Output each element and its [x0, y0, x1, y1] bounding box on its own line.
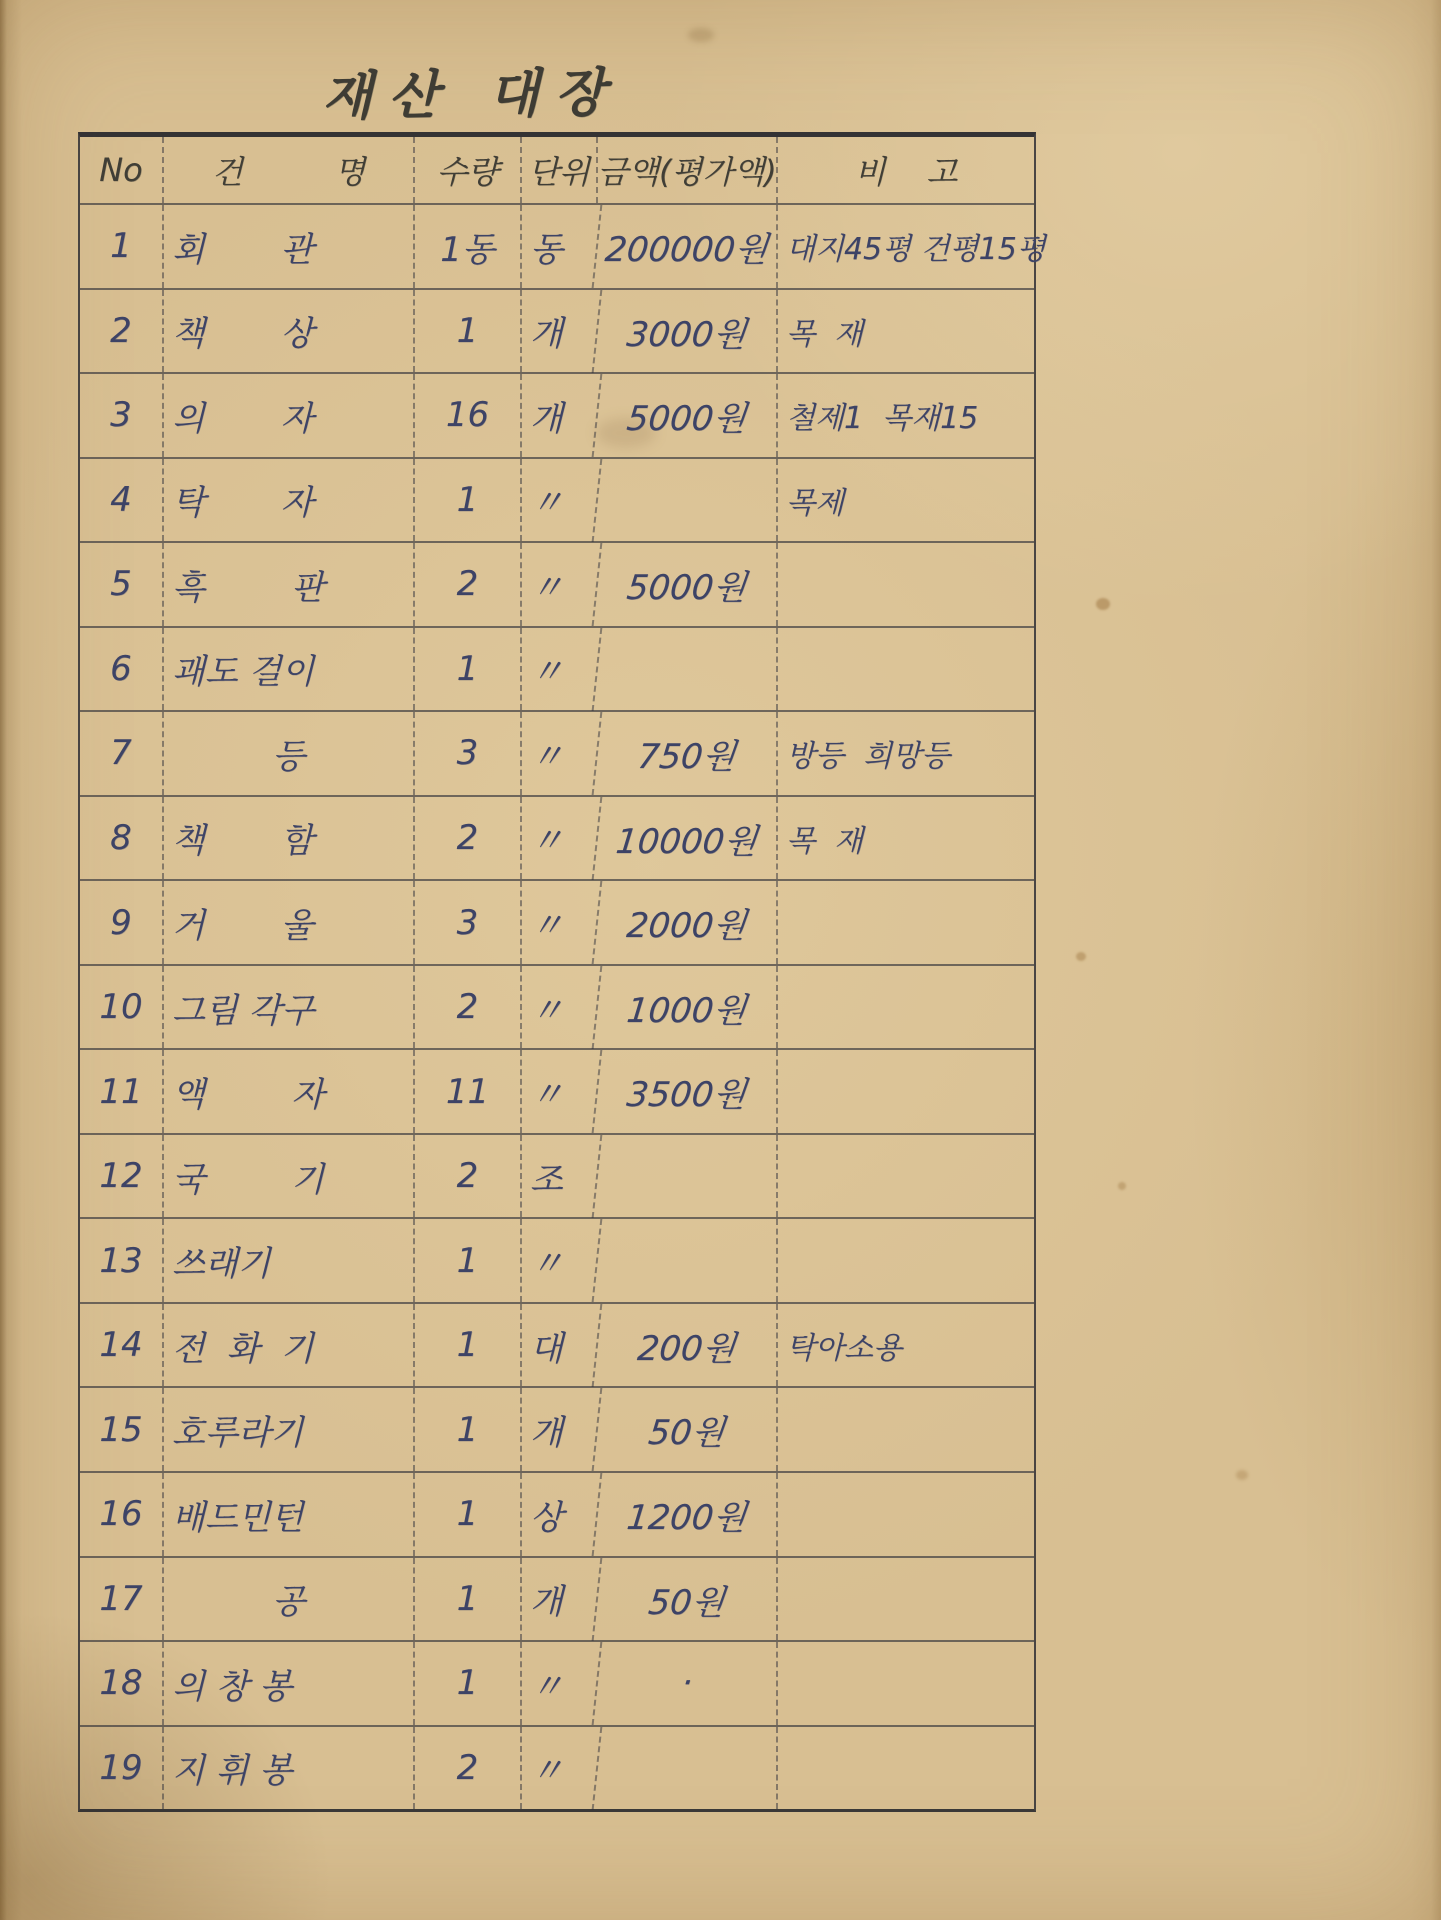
- item-remarks: 목 재: [776, 290, 1034, 373]
- item-remarks: 방등 희망등: [776, 712, 1034, 795]
- row-number: 16: [99, 1494, 143, 1535]
- item-quantity: 1: [413, 1388, 520, 1471]
- item-quantity: 1: [413, 1219, 520, 1302]
- row-number: 3: [110, 395, 132, 436]
- ledger-table: [78, 132, 1046, 1812]
- item-remarks: 철제1 목재15: [776, 374, 1034, 457]
- item-quantity: 2: [413, 543, 520, 626]
- item-quantity: 11: [413, 1050, 520, 1133]
- item-remarks: [776, 1135, 1034, 1218]
- paper-stain: [688, 28, 714, 42]
- item-quantity: 2: [413, 1135, 520, 1218]
- header-amount: 금액(평가액): [596, 137, 776, 203]
- item-remarks: 탁아소용: [776, 1304, 1034, 1387]
- item-amount: ·: [592, 1642, 781, 1725]
- table-row: [80, 964, 1034, 1049]
- item-name: 국 기: [162, 1135, 413, 1218]
- item-name: 그림 각구: [162, 966, 413, 1049]
- row-number: 2: [110, 310, 132, 351]
- item-remarks: [776, 1558, 1034, 1641]
- item-quantity: 1: [413, 290, 520, 373]
- table-row: [80, 1725, 1034, 1810]
- paper-stain: [1236, 1470, 1248, 1480]
- item-name: 의 자: [162, 374, 413, 457]
- row-number: 17: [99, 1578, 143, 1619]
- item-remarks: [776, 1050, 1034, 1133]
- item-name: 탁 자: [162, 459, 413, 542]
- item-amount: [592, 628, 781, 711]
- item-unit: 〃: [520, 459, 596, 542]
- item-unit: 〃: [520, 797, 596, 880]
- item-quantity: 1: [413, 1642, 520, 1725]
- row-number: 19: [99, 1747, 143, 1788]
- item-quantity: 1: [413, 1304, 520, 1387]
- item-name: 쓰래기: [162, 1219, 413, 1302]
- item-quantity: 3: [413, 712, 520, 795]
- row-number: 11: [99, 1071, 143, 1112]
- table-row: [80, 1217, 1034, 1302]
- table-row: [80, 1640, 1034, 1725]
- table-row: [80, 626, 1034, 711]
- item-amount: 1200원: [592, 1473, 781, 1556]
- item-remarks: 대지45평 건평15평: [776, 205, 1034, 288]
- row-number: 9: [110, 902, 132, 943]
- item-remarks: [776, 1642, 1034, 1725]
- item-amount: 750원: [592, 712, 781, 795]
- item-name: 회 관: [162, 205, 413, 288]
- row-number: 12: [99, 1156, 143, 1197]
- item-remarks: [776, 628, 1034, 711]
- item-amount: [592, 459, 781, 542]
- item-amount: [592, 1135, 781, 1218]
- item-name: 흑 판: [162, 543, 413, 626]
- table-header-row: [80, 137, 1034, 203]
- item-quantity: 1: [413, 459, 520, 542]
- table-row: [80, 795, 1034, 880]
- item-remarks: [776, 1727, 1034, 1810]
- table-row: [80, 541, 1034, 626]
- item-unit: 개: [520, 374, 596, 457]
- paper-stain: [1096, 598, 1110, 610]
- item-quantity: 16: [413, 374, 520, 457]
- item-quantity: 1: [413, 628, 520, 711]
- item-unit: 동: [520, 205, 596, 288]
- item-unit: 개: [520, 1558, 596, 1641]
- row-number: 8: [110, 817, 132, 858]
- item-unit: 〃: [520, 1642, 596, 1725]
- table-row: [80, 879, 1034, 964]
- table-row: [80, 457, 1034, 542]
- item-remarks: 목제: [776, 459, 1034, 542]
- item-quantity: 2: [413, 966, 520, 1049]
- item-unit: 〃: [520, 1727, 596, 1810]
- row-number: 5: [110, 564, 132, 605]
- row-number: 7: [110, 733, 132, 774]
- item-remarks: [776, 543, 1034, 626]
- item-unit: 〃: [520, 1219, 596, 1302]
- row-number: 10: [99, 987, 143, 1028]
- row-number: 1: [110, 226, 132, 267]
- item-unit: 개: [520, 1388, 596, 1471]
- item-unit: 〃: [520, 712, 596, 795]
- item-amount: [592, 1219, 781, 1302]
- item-quantity: 1: [413, 1558, 520, 1641]
- item-amount: 200원: [592, 1304, 781, 1387]
- row-number: 18: [99, 1663, 143, 1704]
- item-quantity: 3: [413, 881, 520, 964]
- row-number: 4: [110, 479, 132, 520]
- item-remarks: [776, 1388, 1034, 1471]
- paper-stain: [1076, 952, 1086, 961]
- item-name: 의 창 봉: [162, 1642, 413, 1725]
- item-unit: 〃: [520, 881, 596, 964]
- item-unit: 〃: [520, 966, 596, 1049]
- item-amount: 2000원: [592, 881, 781, 964]
- table-row: [80, 1556, 1034, 1641]
- table-row: [80, 710, 1034, 795]
- item-amount: 3500원: [592, 1050, 781, 1133]
- header-remarks: 비 고: [776, 137, 1034, 203]
- item-amount: 10000원: [592, 797, 781, 880]
- item-name: 등: [162, 712, 413, 795]
- table-row: [80, 1302, 1034, 1387]
- page-title: 재산 대장: [321, 63, 622, 128]
- item-name: 액 자: [162, 1050, 413, 1133]
- header-name: 건 명: [162, 137, 413, 203]
- item-quantity: 1: [413, 1473, 520, 1556]
- item-amount: 50원: [592, 1558, 781, 1641]
- item-name: 공: [162, 1558, 413, 1641]
- item-amount: 5000원: [592, 543, 781, 626]
- item-quantity: 1동: [413, 205, 520, 288]
- row-number: 6: [110, 648, 132, 689]
- item-remarks: [776, 966, 1034, 1049]
- item-amount: 1000원: [592, 966, 781, 1049]
- item-remarks: 목 재: [776, 797, 1034, 880]
- item-name: 책 상: [162, 290, 413, 373]
- row-number: 14: [99, 1325, 143, 1366]
- header-unit: 단위: [520, 137, 596, 203]
- item-amount: [592, 1727, 781, 1810]
- item-quantity: 2: [413, 1727, 520, 1810]
- item-amount: 3000원: [592, 290, 781, 373]
- table-row: [80, 372, 1034, 457]
- table-row: [80, 1133, 1034, 1218]
- item-name: 배드민턴: [162, 1473, 413, 1556]
- item-unit: 개: [520, 290, 596, 373]
- table-row: [80, 1048, 1034, 1133]
- row-number: 13: [99, 1240, 143, 1281]
- table-row: [80, 1386, 1034, 1471]
- item-quantity: 2: [413, 797, 520, 880]
- table-body: [80, 203, 1046, 1809]
- item-unit: 상: [520, 1473, 596, 1556]
- item-name: 거 울: [162, 881, 413, 964]
- item-remarks: [776, 881, 1034, 964]
- item-amount: 5000원: [592, 374, 781, 457]
- row-number: 15: [99, 1409, 143, 1450]
- item-unit: 〃: [520, 1050, 596, 1133]
- item-name: 괘도 걸이: [162, 628, 413, 711]
- item-name: 지 휘 봉: [162, 1727, 413, 1810]
- item-unit: 조: [520, 1135, 596, 1218]
- table-row: [80, 203, 1046, 288]
- header-qty: 수량: [413, 137, 520, 203]
- item-name: 호루라기: [162, 1388, 413, 1471]
- item-amount: 50원: [592, 1388, 781, 1471]
- header-no: No: [99, 151, 143, 189]
- item-remarks: [776, 1473, 1034, 1556]
- table-row: [80, 288, 1034, 373]
- item-unit: 〃: [520, 543, 596, 626]
- item-remarks: [776, 1219, 1034, 1302]
- table-row: [80, 1471, 1034, 1556]
- item-unit: 대: [520, 1304, 596, 1387]
- item-name: 책 함: [162, 797, 413, 880]
- item-amount: 200000원: [592, 205, 781, 288]
- paper-stain: [1118, 1182, 1126, 1190]
- item-unit: 〃: [520, 628, 596, 711]
- item-name: 전 화 기: [162, 1304, 413, 1387]
